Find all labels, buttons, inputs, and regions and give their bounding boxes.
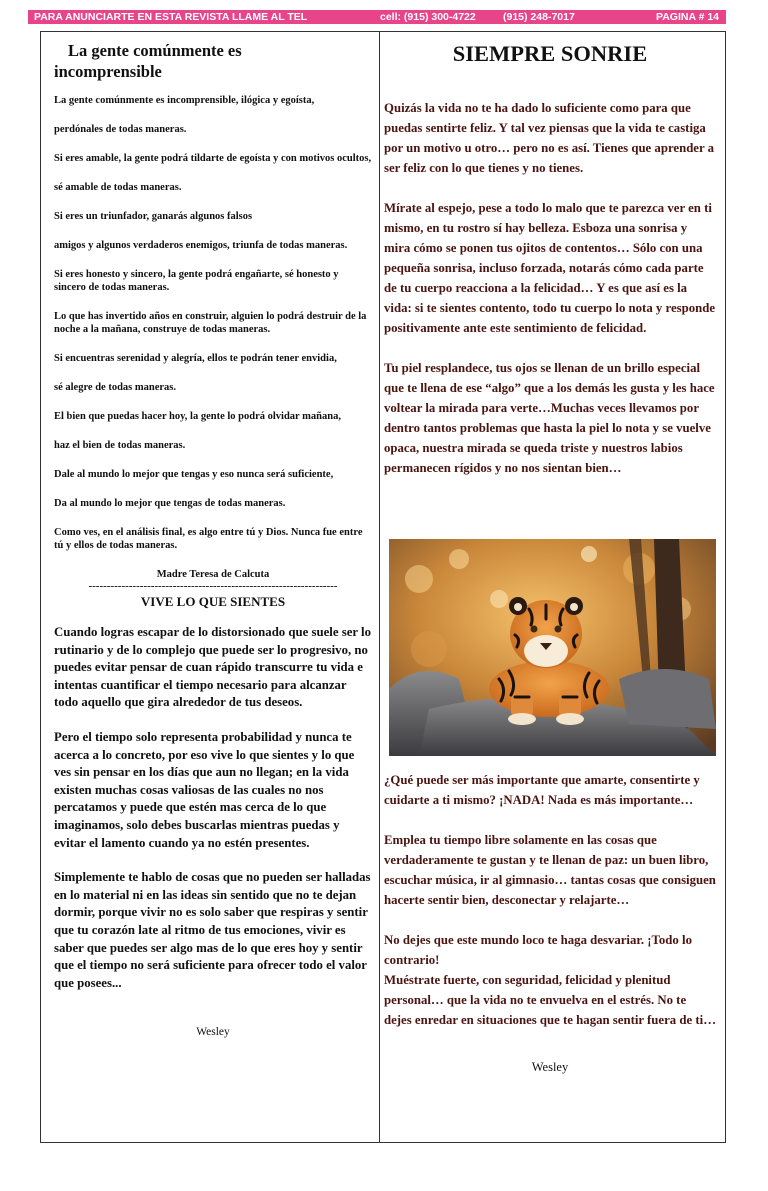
page-number: PAGINA # 14 xyxy=(656,11,720,23)
article-paragraph: Mírate al espejo, pese a todo lo malo que te parezca ver en ti mismo, en tu rostro sí hay belleza. Esboza una sonrisa y mira cómo se ponen tus ojitos de contentos… Sólo con una pequeña sonrisa, incluso forzada, notarás cómo cada parte de tu cuerpo reacciona a la felicidad… Y es que así es la vida: si te sientes contento, todo tu cuerpo lo nota y responde positivamente ante este sentimiento de felicidad. xyxy=(384,201,716,335)
poem-line: haz el bien de todas maneras. xyxy=(54,440,186,451)
section-separator: -------------------------------------------------------------------- xyxy=(88,580,338,592)
left-column xyxy=(54,38,372,1038)
poem-line: Si eres un triunfador, ganarás algunos falsos xyxy=(54,211,253,222)
article-paragraph: Tu piel resplandece, tus ojos se llenan de un brillo especial que te llena de ese “algo” que a los demás les gusta y les hace voltear la mirada para verte…Muchas veces llevamos por dentro tantos problemas que hasta la piel lo nota y se vuelve opaca, nuestra mirada se queda triste y nuestros labios permanecen rígidos y no nos sientan bien… xyxy=(384,361,715,475)
poem-line: Lo que has invertido años en construir, alguien lo podrá destruir de la noche a la mañana, construye de todas maneras. xyxy=(54,311,367,335)
poem-line: Dale al mundo lo mejor que tengas y eso nunca será suficiente, xyxy=(54,469,334,480)
title-line-1: La gente comúnmente es xyxy=(68,41,242,60)
poem-line: amigos y algunos verdaderos enemigos, triunfa de todas maneras. xyxy=(54,240,348,251)
cell-phone: cell: (915) 300-4722 xyxy=(380,11,476,23)
phone-number: (915) 248-7017 xyxy=(503,11,575,23)
article-paragraph: Emplea tu tiempo libre solamente en las cosas que verdaderamente te gustan y te llenan de paz: un buen libro, escuchar música, ir al gimnasio… tantas cosas que consiguen hacerte sentir bien, desconectar y relajarte… xyxy=(384,833,716,907)
poem-line: Si eres amable, la gente podrá tildarte de egoísta y con motivos ocultos, xyxy=(54,153,372,164)
header-bar xyxy=(28,10,726,24)
author-signature: Wesley xyxy=(531,1060,569,1074)
section-subtitle: VIVE LO QUE SIENTES xyxy=(140,594,286,609)
article-paragraph: ¿Qué puede ser más importante que amarte, consentirte y cuidarte a ti mismo? ¡NADA! Nada es más importante… xyxy=(384,773,700,807)
poem-author: Madre Teresa de Calcuta xyxy=(156,569,270,580)
poem-line: Da al mundo lo mejor que tengas de todas maneras. xyxy=(54,498,286,509)
article-paragraph: Cuando logras escapar de lo distorsionado que suele ser lo rutinario y de lo complejo que puede ser lo progresivo, no puedes evitar pensar de cuan rápido transcurre tu vida e intentas cuantificar el tiempo necesario para alcanzar todo aquello que gira alrededor de tus deseos. xyxy=(54,625,371,710)
poem-line: Si eres honesto y sincero, la gente podrá engañarte, sé honesto y sincero de todas maneras. xyxy=(54,269,339,293)
poem-line: La gente comúnmente es incomprensible, ilógica y egoísta, xyxy=(54,95,315,106)
poem-line: sé alegre de todas maneras. xyxy=(54,382,176,393)
article-title: SIEMPRE SONRIE xyxy=(452,41,648,66)
article-paragraph: Quizás la vida no te ha dado lo suficiente como para que puedas sentirte feliz. Y tal vez piensas que la vida te castiga por un motivo u otro… pero no es así. Tienes que aprender a ser feliz con lo que tienes y no tienes. xyxy=(384,101,715,175)
article-paragraph: Pero el tiempo solo representa probabilidad y nunca te acerca a lo concreto, por eso vive lo que sientes y lo que ves sin pensar en los días que aun no llegan; en la vida existen muchas cosas valiosas de las cuales no nos percatamos y puede que estén mas cerca de lo que imaginamos, solo debes buscarlas mientras puedas y evitar el lamento cuando ya no estén presentes. xyxy=(54,729,355,850)
poem-line: Si encuentras serenidad y alegría, ellos te podrán tener envidia, xyxy=(54,353,337,364)
advertise-text: PARA ANUNCIARTE EN ESTA REVISTA LLAME AL TEL xyxy=(34,11,308,23)
poem-line: sé amable de todas maneras. xyxy=(54,182,182,193)
poem-line: Como ves, en el análisis final, es algo entre tú y Dios. Nunca fue entre tú y ellos de todas maneras. xyxy=(54,527,363,551)
article-paragraph: Muéstrate fuerte, con seguridad, felicidad y plenitud personal… que la vida no te envuelva en el estrés. No te dejes enredar en situaciones que te hagan sentir fuera de ti… xyxy=(384,973,716,1027)
right-column-bottom xyxy=(384,770,716,1075)
tiger-photo xyxy=(389,539,716,756)
title-line-2: incomprensible xyxy=(54,62,162,81)
author-signature: Wesley xyxy=(196,1026,230,1039)
poem-line: El bien que puedas hacer hoy, la gente lo podrá olvidar mañana, xyxy=(54,411,341,422)
right-column xyxy=(384,38,716,478)
article-paragraph: Simplemente te hablo de cosas que no pueden ser halladas en lo material ni en las ideas sin sentido que no te dejan dormir, porque vivir no es solo saber que respiras y sentir que tu corazón late al ritmo de tus emociones, vivir es saber que puedes ser algo mas de lo que eres hoy y sentir que el tiempo no será suficiente para ofrecer todo el valor que posees... xyxy=(54,870,371,990)
article-paragraph: No dejes que este mundo loco te haga desvariar. ¡Todo lo contrario! xyxy=(384,933,692,967)
article-title xyxy=(54,40,372,82)
column-divider xyxy=(379,31,380,1143)
poem-line: perdónales de todas maneras. xyxy=(54,124,187,135)
